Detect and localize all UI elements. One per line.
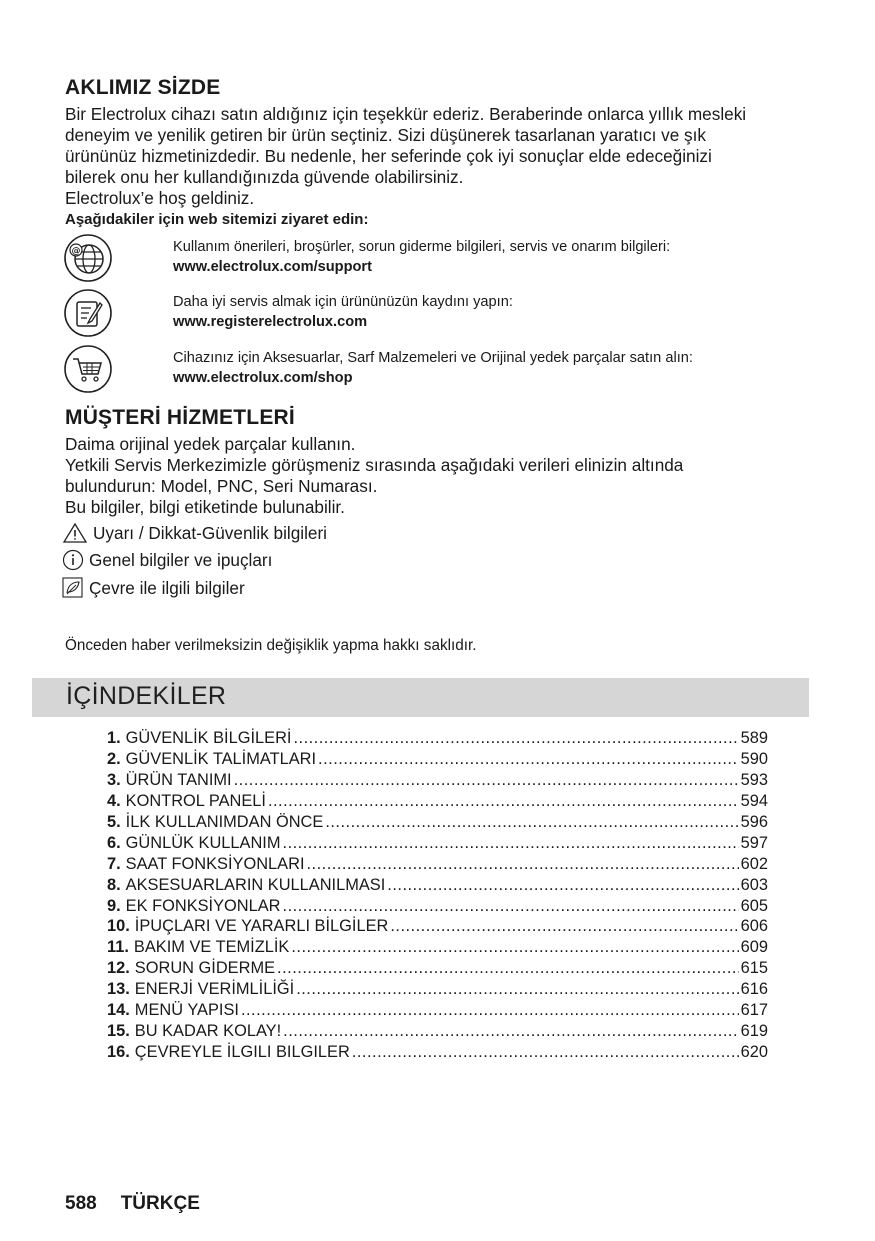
toc-entry-number: 13. xyxy=(107,980,130,999)
paragraph-line: bilerek onu her kullandığınızda güvende olabilirsiniz. xyxy=(65,167,464,187)
section-title-musteri-hizmetleri: MÜŞTERİ HİZMETLERİ xyxy=(65,406,295,429)
toc-leader-dots xyxy=(268,791,739,812)
toc-entry[interactable] xyxy=(107,958,768,979)
toc-leader-dots xyxy=(291,937,738,958)
web-heading: Aşağıdakiler için web sitemizi ziyaret edin: xyxy=(65,211,369,228)
paragraph-line: Yetkili Servis Merkezimizle görüşmeniz sırasında aşağıdaki verileri elinizin altında xyxy=(65,455,684,475)
toc-entry-page: 602 xyxy=(740,854,768,873)
paragraph-line: Bu bilgiler, bilgi etiketinde bulunabilir. xyxy=(65,497,345,517)
toc-entry-number: 10. xyxy=(107,917,130,936)
toc-entry-number: 12. xyxy=(107,959,130,978)
paragraph-line: ürününüz hizmetinizdedir. Bu nedenle, her seferinde çok iyi sonuçlar elde edeceğinizi xyxy=(65,146,712,166)
web-item-text xyxy=(173,348,693,388)
web-item-text xyxy=(173,292,513,332)
toc-leader-dots xyxy=(283,1021,738,1042)
toc-header-bar xyxy=(32,678,809,717)
toc-entry[interactable] xyxy=(107,791,768,812)
toc-leader-dots xyxy=(241,1000,739,1021)
table-of-contents xyxy=(107,728,768,1063)
toc-entry-label: ÇEVREYLE İLGILI BILGILER xyxy=(134,1043,350,1062)
info-row-environment xyxy=(62,577,245,599)
globe-icon xyxy=(63,233,113,283)
toc-entry[interactable] xyxy=(107,1042,768,1063)
info-row-text: Çevre ile ilgili bilgiler xyxy=(89,577,245,598)
cart-icon xyxy=(63,344,113,394)
web-item-description: Daha iyi servis almak için ürününüzün kaydını yapın: xyxy=(173,294,513,310)
toc-leader-dots xyxy=(293,728,738,749)
shop-link[interactable]: www.electrolux.com/shop xyxy=(173,370,353,386)
toc-entry-page: 619 xyxy=(740,1022,768,1041)
toc-entry-number: 5. xyxy=(107,812,121,831)
info-row-text: Genel bilgiler ve ipuçları xyxy=(89,549,273,570)
page-footer xyxy=(65,1193,200,1215)
info-row-warning xyxy=(62,522,327,544)
web-item-shop xyxy=(63,344,823,396)
toc-leader-dots xyxy=(307,854,739,875)
toc-entry-page: 617 xyxy=(740,1001,768,1020)
leaf-icon xyxy=(62,577,84,599)
toc-leader-dots xyxy=(277,958,739,979)
footer-language: TÜRKÇE xyxy=(120,1193,200,1214)
toc-entry[interactable] xyxy=(107,1000,768,1021)
toc-entry[interactable] xyxy=(107,728,768,749)
toc-entry-page: 594 xyxy=(740,791,768,810)
toc-leader-dots xyxy=(390,916,738,937)
toc-leader-dots xyxy=(318,749,739,770)
toc-entry-label: ÜRÜN TANIMI xyxy=(125,770,232,789)
register-link[interactable]: www.registerelectrolux.com xyxy=(173,314,368,330)
toc-entry-number: 2. xyxy=(107,749,121,768)
toc-title: İÇİNDEKİLER xyxy=(66,682,227,710)
customer-service-paragraph xyxy=(65,434,683,518)
toc-entry-page: 609 xyxy=(740,938,768,957)
toc-entry-number: 3. xyxy=(107,770,121,789)
toc-entry-page: 593 xyxy=(740,770,768,789)
toc-entry-page: 597 xyxy=(740,833,768,852)
toc-entry[interactable] xyxy=(107,875,768,896)
toc-entry-page: 605 xyxy=(740,896,768,915)
toc-entry-label: İPUÇLARI VE YARARLI BİLGİLER xyxy=(134,917,389,936)
toc-leader-dots xyxy=(325,812,738,833)
web-item-support xyxy=(63,233,823,285)
toc-entry[interactable] xyxy=(107,916,768,937)
toc-entry[interactable] xyxy=(107,749,768,770)
warning-icon xyxy=(62,522,88,544)
web-item-register xyxy=(63,288,823,340)
toc-entry-number: 15. xyxy=(107,1022,130,1041)
toc-leader-dots xyxy=(234,770,739,791)
toc-entry-number: 11. xyxy=(107,938,129,957)
register-icon xyxy=(63,288,113,338)
toc-entry-page: 620 xyxy=(740,1043,768,1062)
toc-entry-label: SAAT FONKSİYONLARI xyxy=(125,854,305,873)
toc-entry-label: GÜVENLİK TALİMATLARI xyxy=(125,749,317,768)
toc-entry[interactable] xyxy=(107,896,768,917)
toc-entry-number: 4. xyxy=(107,791,121,810)
paragraph-line: bulundurun: Model, PNC, Seri Numarası. xyxy=(65,476,378,496)
toc-entry-label: EK FONKSİYONLAR xyxy=(125,896,281,915)
paragraph-line: deneyim ve yenilik getiren bir ürün seçtiniz. Sizi düşünerek tasarlanan yaratıcı ve şık xyxy=(65,125,707,145)
info-row-text: Uyarı / Dikkat-Güvenlik bilgileri xyxy=(93,522,328,543)
toc-entry-label: BU KADAR KOLAY! xyxy=(134,1022,282,1041)
toc-entry[interactable] xyxy=(107,937,768,958)
toc-entry-label: BAKIM VE TEMİZLİK xyxy=(133,938,290,957)
toc-entry-label: GÜVENLİK BİLGİLERİ xyxy=(125,729,292,747)
toc-entry-label: MENÜ YAPISI xyxy=(134,1001,239,1020)
toc-leader-dots xyxy=(283,833,739,854)
toc-entry-label: ENERJİ VERİMLİLİĞİ xyxy=(134,980,295,999)
paragraph-line: Daima orijinal yedek parçalar kullanın. xyxy=(65,434,356,454)
toc-entry-number: 16. xyxy=(107,1043,130,1062)
toc-entry-page: 589 xyxy=(740,729,768,747)
web-item-description: Kullanım önerileri, broşürler, sorun giderme bilgileri, servis ve onarım bilgileri: xyxy=(173,239,671,255)
toc-leader-dots xyxy=(296,979,738,1000)
paragraph-line: Bir Electrolux cihazı satın aldığınız için teşekkür ederiz. Beraberinde onlarca yıllık mesleki xyxy=(65,104,747,124)
toc-entry-number: 14. xyxy=(107,1001,130,1020)
info-icon xyxy=(62,549,84,571)
toc-entry-page: 615 xyxy=(740,959,768,978)
toc-entry[interactable] xyxy=(107,854,768,875)
toc-leader-dots xyxy=(352,1042,739,1063)
toc-entry[interactable] xyxy=(107,770,768,791)
toc-entry[interactable] xyxy=(107,833,768,854)
web-item-text xyxy=(173,237,670,277)
toc-entry-page: 603 xyxy=(740,875,768,894)
toc-entry-page: 590 xyxy=(740,749,768,768)
toc-entry[interactable] xyxy=(107,812,768,833)
toc-entry-number: 8. xyxy=(107,875,121,894)
toc-leader-dots xyxy=(387,875,738,896)
toc-entry[interactable] xyxy=(107,1021,768,1042)
toc-entry-number: 9. xyxy=(107,896,121,915)
toc-entry-page: 596 xyxy=(740,812,768,831)
toc-entry-number: 7. xyxy=(107,854,121,873)
toc-entry[interactable] xyxy=(107,979,768,1000)
toc-entry-number: 1. xyxy=(107,729,121,747)
toc-entry-page: 616 xyxy=(740,980,768,999)
toc-entry-label: KONTROL PANELİ xyxy=(125,791,266,810)
support-link[interactable]: www.electrolux.com/support xyxy=(173,259,372,275)
toc-entry-label: İLK KULLANIMDAN ÖNCE xyxy=(125,812,324,831)
toc-entry-label: AKSESUARLARIN KULLANILMASI xyxy=(125,875,386,894)
toc-entry-page: 606 xyxy=(740,917,768,936)
toc-entry-label: GÜNLÜK KULLANIM xyxy=(125,833,281,852)
toc-leader-dots xyxy=(283,896,739,917)
svg-text:@: @ xyxy=(71,246,81,257)
intro-paragraph xyxy=(65,104,746,230)
change-notice: Önceden haber verilmeksizin değişiklik yapma hakkı saklıdır. xyxy=(65,637,477,654)
page-number: 588 xyxy=(65,1193,97,1214)
paragraph-line: Electrolux’e hoş geldiniz. xyxy=(65,188,255,208)
toc-entry-label: SORUN GİDERME xyxy=(134,959,276,978)
toc-entry-number: 6. xyxy=(107,833,121,852)
web-item-description: Cihazınız için Aksesuarlar, Sarf Malzemeleri ve Orijinal yedek parçalar satın alın: xyxy=(173,350,693,366)
info-row-general xyxy=(62,549,272,571)
section-title-aklimiz-sizde: AKLIMIZ SİZDE xyxy=(65,76,221,99)
